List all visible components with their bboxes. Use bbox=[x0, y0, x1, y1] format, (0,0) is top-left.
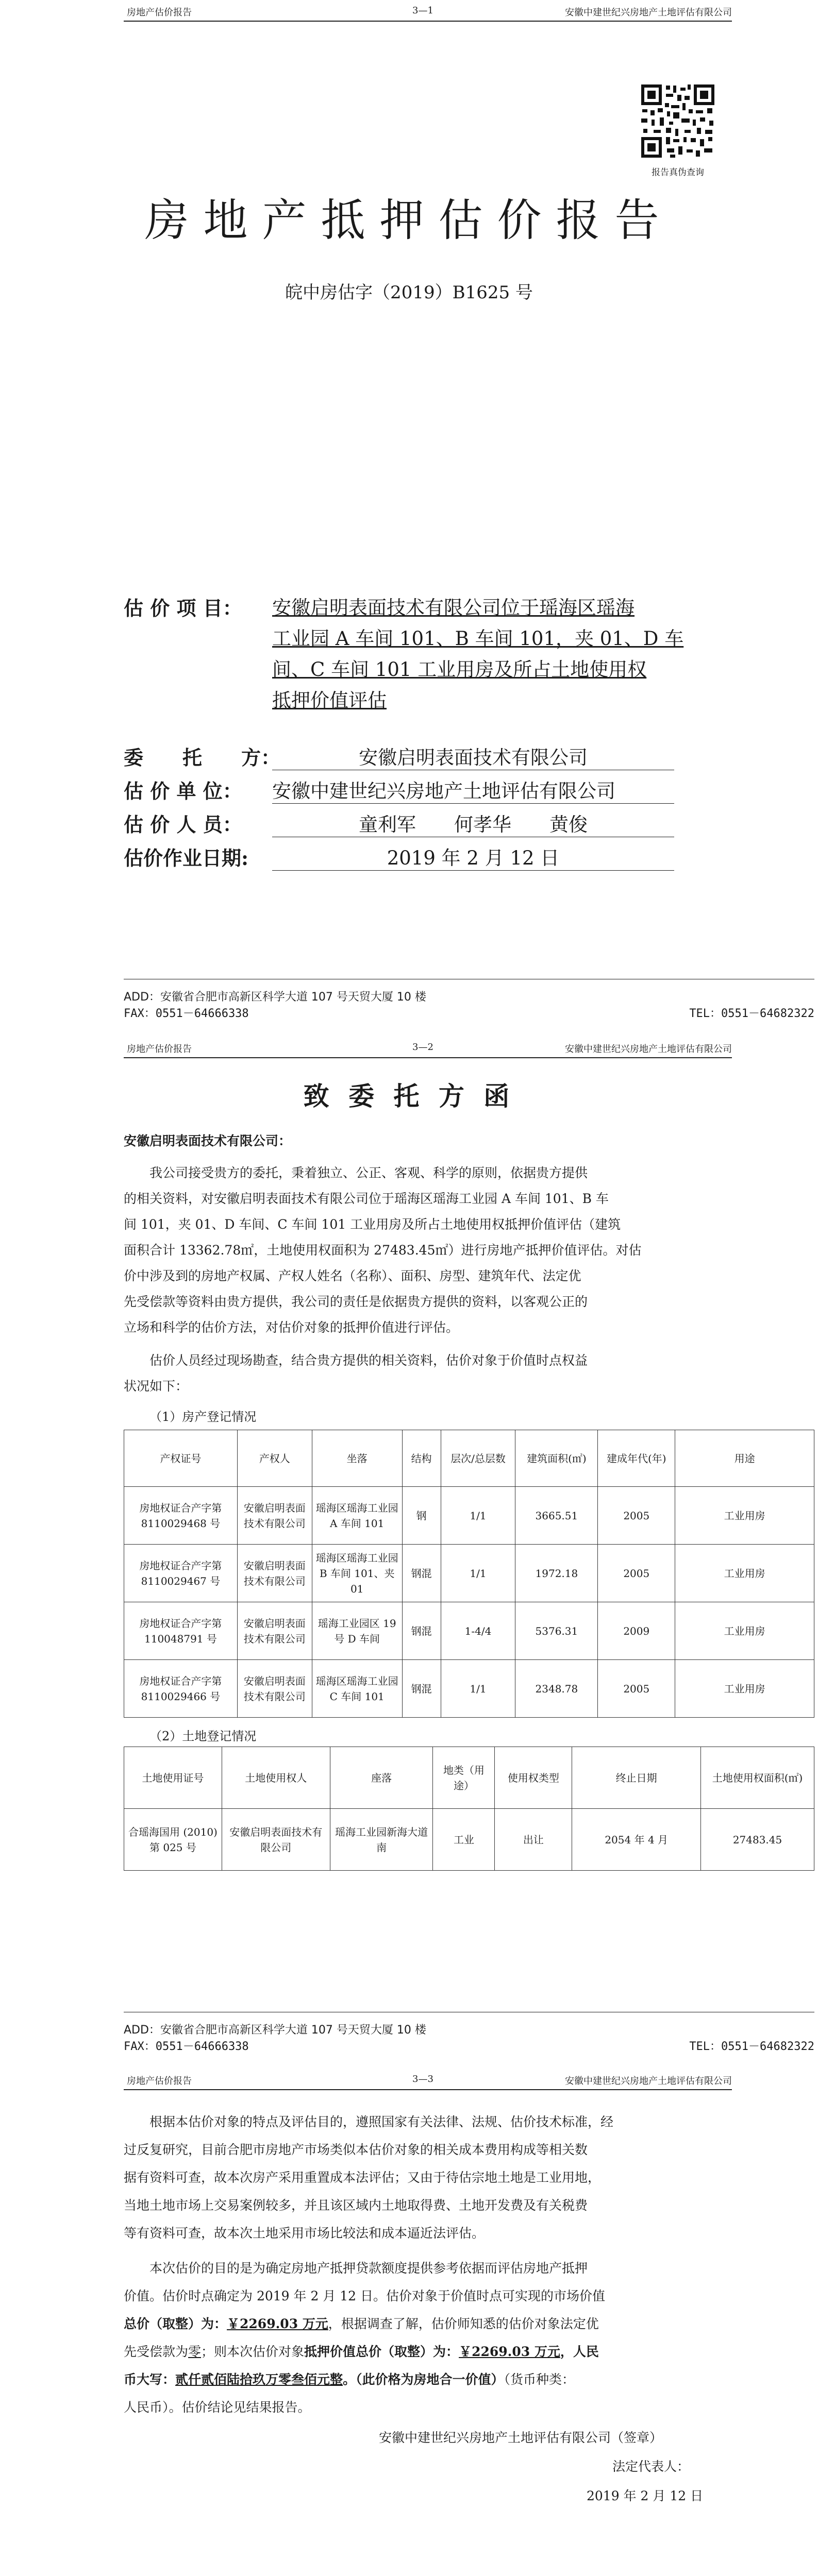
field-project-line bbox=[272, 685, 685, 716]
para-line: 当地土地市场上交易案例较多，并且该区域内土地取得费、土地开发费及有关税费 bbox=[124, 2198, 588, 2213]
para-line: 的相关资料，对安徽启明表面技术有限公司位于瑶海区瑶海工业园 A 车间 101、B 车 bbox=[124, 1191, 609, 1206]
method-paragraph bbox=[124, 2108, 814, 2247]
cell: 1972.18 bbox=[515, 1545, 598, 1602]
mortgage-value-amount: ￥2269.03 万元 bbox=[459, 2344, 560, 2359]
th-land-end-date: 终止日期 bbox=[572, 1747, 701, 1809]
cell: 出让 bbox=[495, 1809, 572, 1871]
page-header bbox=[124, 0, 732, 22]
cell: 1/1 bbox=[441, 1660, 515, 1718]
header-left: 房地产估价报告 bbox=[127, 2076, 192, 2087]
cell: 瑶海区瑶海工业园 A 车间 101 bbox=[312, 1487, 402, 1545]
th-area: 建筑面积(㎡) bbox=[515, 1430, 598, 1487]
para-line: 我公司接受贵方的委托，秉着独立、公正、客观、科学的原则，依据贵方提供 bbox=[149, 1165, 588, 1180]
footer-fax: FAX：0551－64666338 bbox=[124, 1007, 249, 1020]
field-project-line-text: 抵押价值评估 bbox=[272, 689, 387, 711]
footer-tel: TEL：0551－64682322 bbox=[689, 1007, 814, 1020]
para-text: ，人民 bbox=[560, 2344, 599, 2359]
field-project-line: 安徽启明表面技术有限公司位于瑶海区瑶海 bbox=[272, 597, 635, 619]
cell: 安徽启明表面技术有限公司 bbox=[237, 1545, 312, 1602]
table-header-row bbox=[124, 1747, 814, 1809]
para-text: 先受偿款为 bbox=[124, 2344, 189, 2359]
field-client-value: 安徽启明表面技术有限公司 bbox=[272, 742, 674, 770]
cell: 工业 bbox=[433, 1809, 495, 1871]
cell: 工业用房 bbox=[675, 1545, 814, 1602]
cell: 安徽启明表面技术有限公司 bbox=[237, 1602, 312, 1660]
market-value-label: 总价（取整）为： bbox=[124, 2316, 227, 2331]
cell: 2009 bbox=[598, 1602, 675, 1660]
cell: 工业用房 bbox=[675, 1487, 814, 1545]
para-line: 人民币）。估价结论见结果报告。 bbox=[124, 2400, 311, 2415]
th-year: 建成年代(年) bbox=[598, 1430, 675, 1487]
cell: 房地权证合产字第 8110029466 号 bbox=[124, 1660, 238, 1718]
th-land-class: 地类（用途） bbox=[433, 1747, 495, 1809]
table-row bbox=[124, 1487, 814, 1545]
field-appraiser-label: 估 价 单 位： bbox=[124, 779, 242, 803]
para-line: 价值。估价时点确定为 2019 年 2 月 12 日。估价对象于价值时点可实现的市场价值 bbox=[124, 2289, 606, 2303]
cell: 5376.31 bbox=[515, 1602, 598, 1660]
page-header bbox=[124, 2069, 732, 2090]
para-line: 间 101，夹 01、D 车间、C 车间 101 工业用房及所占土地使用权抵押价值评估（建筑 bbox=[124, 1217, 621, 1232]
header-page-number: 3—2 bbox=[412, 1042, 433, 1053]
cell: 瑶海区瑶海工业园 B 车间 101、夹 01 bbox=[312, 1545, 402, 1602]
page-2 bbox=[0, 1030, 818, 2061]
header-page-number: 3—3 bbox=[412, 2074, 433, 2084]
priority-payment: 零 bbox=[188, 2344, 202, 2359]
signature-legal-rep: 法定代表人： bbox=[612, 2459, 690, 2474]
table-row bbox=[124, 1602, 814, 1660]
cell: 2054 年 4 月 bbox=[572, 1809, 701, 1871]
th-floors: 层次/总层数 bbox=[441, 1430, 515, 1487]
header-company: 安徽中建世纪兴房地产土地评估有限公司 bbox=[565, 2076, 732, 2087]
section-land-heading: （2）土地登记情况 bbox=[149, 1729, 257, 1743]
para-line bbox=[124, 2338, 814, 2366]
para-text: ；则本次估价对象 bbox=[201, 2344, 305, 2359]
table-header-row bbox=[124, 1430, 814, 1487]
field-date-label: 估价作业日期: bbox=[124, 846, 249, 870]
cell: 2348.78 bbox=[515, 1660, 598, 1718]
para-line: 价中涉及到的房地产权属、产权人姓名（名称）、面积、房型、建筑年代、法定优 bbox=[124, 1268, 581, 1283]
header-left: 房地产估价报告 bbox=[127, 7, 192, 18]
th-structure: 结构 bbox=[402, 1430, 441, 1487]
header-company: 安徽中建世纪兴房地产土地评估有限公司 bbox=[565, 1044, 732, 1055]
page-1 bbox=[0, 0, 818, 1030]
table-row bbox=[124, 1660, 814, 1718]
footer-address: ADD：安徽省合肥市高新区科学大道 107 号天贸大厦 10 楼 bbox=[124, 2024, 426, 2037]
mortgage-value-label: 抵押价值总价（取整）为： bbox=[304, 2344, 459, 2359]
cell: 工业用房 bbox=[675, 1602, 814, 1660]
letter-paragraph-1 bbox=[124, 1160, 814, 1341]
cell: 钢混 bbox=[402, 1660, 441, 1718]
qr-code-icon bbox=[639, 82, 716, 160]
cell: 3665.51 bbox=[515, 1487, 598, 1545]
footer-tel: TEL：0551－64682322 bbox=[689, 2040, 814, 2053]
cell: 安徽启明表面技术有限公司 bbox=[237, 1660, 312, 1718]
house-register-table bbox=[124, 1430, 814, 1718]
para-line: 据有资料可查，故本次房产采用重置成本法评估；又由于待估宗地土地是工业用地， bbox=[124, 2170, 601, 2185]
cell: 合瑶海国用 (2010) 第 025 号 bbox=[124, 1809, 222, 1871]
cell: 2005 bbox=[598, 1545, 675, 1602]
field-appraiser-value: 安徽中建世纪兴房地产土地评估有限公司 bbox=[272, 775, 674, 804]
para-line: 等有资料可查，故本次土地采用市场比较法和成本逼近法评估。 bbox=[124, 2226, 485, 2241]
cell: 1/1 bbox=[441, 1487, 515, 1545]
page-3 bbox=[0, 2061, 818, 2576]
th-land-area: 土地使用权面积(㎡) bbox=[701, 1747, 814, 1809]
letter-title: 致 委 托 方 函 bbox=[303, 1081, 515, 1111]
cell: 2005 bbox=[598, 1660, 675, 1718]
para-line: 立场和科学的估价方法，对估价对象的抵押价值进行评估。 bbox=[124, 1320, 459, 1335]
letter-paragraph-2 bbox=[124, 1348, 814, 1399]
field-project-value bbox=[272, 592, 685, 716]
para-line: 先受偿款等资料由贵方提供，我公司的责任是依据贵方提供的资料，以客观公正的 bbox=[124, 1294, 588, 1309]
field-project-line: 工业园 A 车间 101、B 车间 101，夹 01、D 车 bbox=[272, 628, 684, 650]
cell: 安徽启明表面技术有限公司 bbox=[237, 1487, 312, 1545]
cell: 安徽启明表面技术有限公司 bbox=[222, 1809, 330, 1871]
amount-words-label: 币大写： bbox=[124, 2372, 176, 2387]
para-text: 。（此价格为房地合一价值） bbox=[343, 2372, 504, 2387]
th-land-right-type: 使用权类型 bbox=[495, 1747, 572, 1809]
th-owner: 产权人 bbox=[237, 1430, 312, 1487]
para-line: 估价人员经过现场勘查，结合贵方提供的相关资料，估价对象于价值时点权益 bbox=[149, 1353, 588, 1368]
cell: 钢混 bbox=[402, 1602, 441, 1660]
cell: 工业用房 bbox=[675, 1660, 814, 1718]
para-text: （货币种类： bbox=[504, 2372, 575, 2387]
amount-in-words: 贰仟贰佰陆拾玖万零叁佰元整 bbox=[175, 2372, 343, 2387]
para-line: 根据本估价对象的特点及评估目的，遵照国家有关法律、法规、估价技术标准，经 bbox=[149, 2114, 614, 2129]
cell: 房地权证合产字第 110048791 号 bbox=[124, 1602, 238, 1660]
field-project-line: 间、C 车间 101 工业用房及所占土地使用权 bbox=[272, 658, 647, 681]
report-title: 房地产抵押估价报告 bbox=[144, 195, 674, 246]
para-line bbox=[124, 2310, 814, 2338]
cell: 27483.45 bbox=[701, 1809, 814, 1871]
cell: 钢混 bbox=[402, 1545, 441, 1602]
field-client-label: 委 托 方： bbox=[124, 746, 281, 769]
header-left: 房地产估价报告 bbox=[127, 1044, 192, 1055]
cell: 瑶海区瑶海工业园 C 车间 101 bbox=[312, 1660, 402, 1718]
th-location: 坐落 bbox=[312, 1430, 402, 1487]
para-line: 面积合计 13362.78㎡，土地使用权面积为 27483.45㎡）进行房地产抵押价值评估。对估 bbox=[124, 1243, 642, 1258]
para-line bbox=[124, 2366, 814, 2394]
th-land-location: 座落 bbox=[330, 1747, 433, 1809]
cell: 2005 bbox=[598, 1487, 675, 1545]
section-house-heading: （1）房产登记情况 bbox=[149, 1410, 257, 1424]
land-register-table bbox=[124, 1747, 814, 1871]
header-page-number: 3—1 bbox=[412, 5, 433, 16]
para-line: 过反复研究，目前合肥市房地产市场类似本估价对象的相关成本费用构成等相关数 bbox=[124, 2142, 588, 2157]
cell: 钢 bbox=[402, 1487, 441, 1545]
th-cert: 产权证号 bbox=[124, 1430, 238, 1487]
cell: 1/1 bbox=[441, 1545, 515, 1602]
para-line: 本次估价的目的是为确定房地产抵押贷款额度提供参考依据而评估房地产抵押 bbox=[149, 2261, 588, 2276]
market-value-amount: ￥2269.03 万元 bbox=[227, 2316, 328, 2331]
field-staff-value: 童利军 何孝华 黄俊 bbox=[272, 809, 674, 837]
conclusion-paragraph bbox=[124, 2255, 814, 2421]
cell: 房地权证合产字第 8110029467 号 bbox=[124, 1545, 238, 1602]
para-line: 状况如下： bbox=[124, 1379, 189, 1394]
footer-address: ADD：安徽省合肥市高新区科学大道 107 号天贸大厦 10 楼 bbox=[124, 991, 426, 1004]
field-staff-label: 估 价 人 员： bbox=[124, 813, 242, 836]
th-usage: 用途 bbox=[675, 1430, 814, 1487]
cell: 1-4/4 bbox=[441, 1602, 515, 1660]
field-project-label: 估 价 项 目： bbox=[124, 597, 242, 620]
signature-company: 安徽中建世纪兴房地产土地评估有限公司（签章） bbox=[379, 2430, 663, 2445]
table-row bbox=[124, 1545, 814, 1602]
header-company: 安徽中建世纪兴房地产土地评估有限公司 bbox=[565, 7, 732, 18]
qr-code[interactable] bbox=[639, 82, 716, 160]
report-number: 皖中房估字（2019）B1625 号 bbox=[285, 282, 533, 303]
cell: 瑶海工业园区 19 号 D 车间 bbox=[312, 1602, 402, 1660]
para-text: ，根据调查了解，估价师知悉的估价对象法定优 bbox=[328, 2316, 599, 2331]
th-land-owner: 土地使用权人 bbox=[222, 1747, 330, 1809]
letter-salutation: 安徽启明表面技术有限公司： bbox=[124, 1133, 292, 1148]
cell: 瑶海工业园新海大道南 bbox=[330, 1809, 433, 1871]
field-date-value: 2019 年 2 月 12 日 bbox=[272, 842, 674, 871]
footer-fax: FAX：0551－64666338 bbox=[124, 2040, 249, 2053]
qr-caption: 报告真伪查询 bbox=[652, 167, 704, 178]
signature-date: 2019 年 2 月 12 日 bbox=[587, 2488, 704, 2503]
cell: 房地权证合产字第 8110029468 号 bbox=[124, 1487, 238, 1545]
th-land-cert: 土地使用证号 bbox=[124, 1747, 222, 1809]
page-header bbox=[124, 1037, 732, 1058]
table-row bbox=[124, 1809, 814, 1871]
